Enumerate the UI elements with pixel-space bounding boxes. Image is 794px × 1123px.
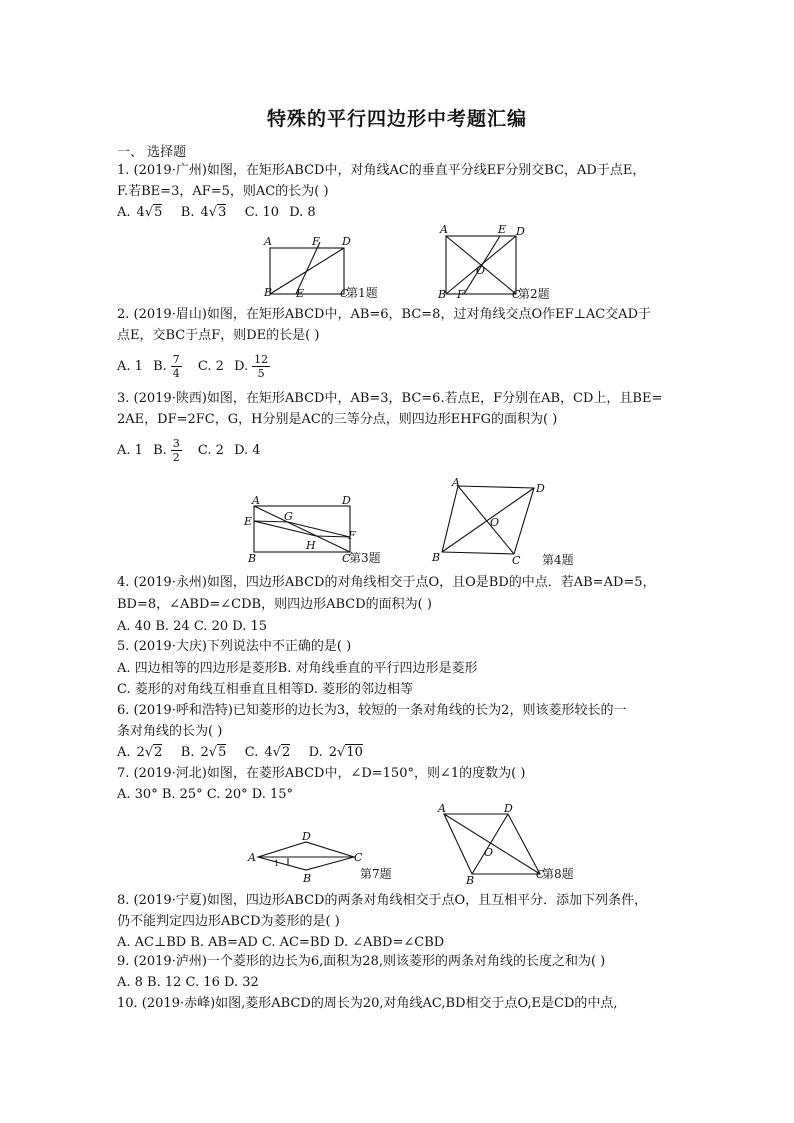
q2-line2: 点E，交BC于点F，则DE的长是( ) [117, 328, 320, 343]
fig8-label-o: O [484, 846, 494, 859]
q6-option-b-label: B. [180, 745, 195, 760]
fig4-label-d: D [536, 482, 545, 495]
figure-7 [248, 830, 408, 886]
q6-option-d-coef: 2 [328, 745, 338, 760]
q6-option-a-label: A. [117, 745, 131, 760]
q2-line1: 2. (2019·眉山)如图，在矩形ABCD中，AB=6，BC=8，过对角线交点O作EF⊥AC交AD于 [117, 307, 651, 322]
q3-option-a: A. 1 [117, 443, 143, 458]
fig7-label-a: A [248, 851, 256, 864]
figure-3 [244, 494, 394, 568]
q5-line1: 5. (2019·大庆)下列说法中不正确的是( ) [117, 639, 352, 654]
q4-line2: BD=8，∠ABD=∠CDB，则四边形ABCD的面积为( ) [117, 597, 432, 612]
q1-option-b-coef: 4 [200, 205, 209, 220]
fig2-label-e: E [498, 223, 507, 236]
fig7-label-c: C [354, 851, 363, 864]
fig8-label-b: B [466, 874, 475, 887]
q9-line1: 9. (2019·泸州)一个菱形的边长为6,面积为28,则该菱形的两条对角线的长度之和为( ) [117, 954, 606, 969]
q6-option-a-radicand: 2 [154, 745, 163, 760]
fig7-label-angle1: 1 [274, 859, 280, 868]
q1-option-d: D. 8 [289, 205, 316, 220]
fig3-label-g: G [284, 510, 293, 523]
fig3-caption: 第3题 [349, 551, 381, 565]
q3-option-d: D. 4 [234, 443, 261, 458]
q8-line1: 8. (2019·宁夏)如图，四边形ABCD的两条对角线相交于点O，且互相平分．添加下列条件， [117, 893, 648, 908]
fig4-caption: 第4题 [542, 553, 574, 567]
fig3-segment-eh [254, 521, 316, 536]
fig2-label-b: B [438, 288, 447, 301]
q6-options: A. 2√2 B. 2√5 C. 4√2 D. 2√10 [117, 745, 363, 760]
q5-line2: A. 四边相等的四边形是菱形B. 对角线垂直的平行四边形是菱形 [117, 661, 478, 676]
fig8-diagonal-bd [472, 814, 508, 874]
q7-line1: 7. (2019·河北)如图，在菱形ABCD中，∠D=150°，则∠1的度数为( ) [117, 766, 526, 781]
fig1-label-c: C [340, 287, 349, 300]
q6-option-c-label: C. [244, 745, 259, 760]
fig4-label-a: A [452, 476, 460, 489]
fig3-label-d: D [342, 494, 351, 507]
q6-option-d-radicand: 10 [346, 745, 363, 760]
q1-option-b-label: B. [180, 205, 195, 220]
q6-option-a-coef: 2 [136, 745, 145, 760]
q6-line2: 条对角线的长为( ) [117, 724, 223, 739]
q8-options: A. AC⊥BD B. AB=AD C. AC=BD D. ∠ABD=∠CBD [117, 935, 445, 950]
fig8-label-d: D [504, 802, 513, 815]
fig7-label-d: D [302, 830, 311, 843]
q3-line2: 2AE，DF=2FC，G，H分别是AC的三等分点，则四边形EHFG的面积为( ) [117, 412, 558, 427]
fig1-label-f: F [312, 235, 320, 248]
fig8-label-a: A [438, 802, 446, 815]
q3-line1: 3. (2019·陕西)如图，在矩形ABCD中，AB=3，BC=6.若点E，F分别在AB，CD上，且BE= [117, 391, 663, 406]
q1-option-a-coef: 4 [136, 205, 145, 220]
fig3-label-e: E [244, 515, 253, 528]
fig1-label-d: D [342, 235, 351, 248]
q2-options [117, 352, 697, 382]
q6-option-b-coef: 2 [200, 745, 209, 760]
q10-line1: 10. (2019·赤峰)如图,菱形ABCD的周长为20,对角线AC,BD相交于点O,E是CD的中点, [117, 996, 618, 1011]
fig7-caption: 第7题 [360, 867, 392, 881]
fig4-diagonal-ac [458, 486, 514, 554]
q2-option-a: A. 1 [117, 359, 143, 374]
fig1-label-e: E [296, 287, 305, 300]
figure-1 [262, 234, 392, 304]
q3-option-b-fraction: $\frac{3}{2}$ [172, 437, 180, 464]
q2-option-b-label: B. [153, 359, 167, 374]
q2-option-b-fraction: $\frac{7}{4}$ [172, 353, 180, 380]
q3-options [117, 436, 697, 466]
fig3-segment-gf [288, 522, 350, 537]
fig3-label-b: B [248, 552, 257, 565]
q9-options: A. 8 B. 12 C. 16 D. 32 [117, 975, 259, 990]
q1-option-c: C. 10 [244, 205, 280, 220]
q1-option-b-radicand: 3 [218, 205, 227, 220]
fig2-label-f: F [457, 288, 465, 301]
fig2-label-a: A [440, 223, 448, 236]
fig3-label-c: C [342, 552, 351, 565]
q2-option-d-label: D. [234, 359, 249, 374]
q6-line1: 6. (2019·呼和浩特)已知菱形的边长为3，较短的一条对角线的长为2，则该菱形较长的一 [117, 703, 627, 718]
q6-option-c-coef: 4 [264, 745, 273, 760]
q6-option-c-radicand: 2 [281, 745, 291, 760]
fig1-label-a: A [264, 235, 272, 248]
fig2-label-o: O [476, 264, 486, 277]
q6-option-b-radicand: 5 [218, 745, 227, 760]
section-heading: 一、 选择题 [117, 145, 187, 160]
q8-line2: 仍不能判定四边形ABCD为菱形的是( ) [117, 914, 340, 929]
fig3-diagonal-ac [254, 506, 350, 552]
q1-options: A. 4√5 B. 4√3 C. 10 D. 8 [117, 205, 316, 220]
fig7-rhombus [258, 842, 354, 870]
q4-line1: 4. (2019·永州)如图，四边形ABCD的对角线相交于点O，且O是BD的中点．若AB=AD=5， [117, 575, 656, 590]
q5-line3: C. 菱形的对角线互相垂直且相等D. 菱形的邻边相等 [117, 682, 413, 697]
q1-line2: F.若BE=3，AF=5，则AC的长为( ) [117, 184, 329, 199]
fig4-label-c: C [512, 554, 521, 567]
q2-option-c: C. 2 [197, 359, 224, 374]
q7-options: A. 30° B. 25° C. 20° D. 15° [117, 787, 294, 802]
fig2-label-c: C [512, 288, 521, 301]
fig4-label-o: O [490, 516, 500, 529]
figure-2 [436, 222, 566, 304]
figure-4 [428, 476, 598, 568]
q3-option-c: C. 2 [197, 443, 224, 458]
fig8-caption: 第8题 [542, 867, 574, 881]
fig2-caption: 第2题 [518, 287, 550, 301]
q3-option-b-label: B. [153, 443, 167, 458]
q2-option-d-fraction: $\frac{12}{5}$ [254, 353, 269, 380]
fig3-label-f: F [348, 529, 356, 542]
q1-option-a-radicand: 5 [154, 205, 163, 220]
fig7-label-b: B [303, 872, 312, 885]
fig1-caption: 第1题 [346, 286, 378, 300]
q6-option-d-label: D. [308, 745, 323, 760]
figure-8 [432, 802, 602, 886]
q4-options: A. 40 B. 24 C. 20 D. 15 [117, 619, 268, 634]
fig3-label-a: A [252, 494, 260, 507]
fig2-label-d: D [516, 225, 525, 238]
fig4-diagonal-bd [442, 488, 534, 552]
page-title: 特殊的平行四边形中考题汇编 [266, 108, 527, 130]
fig3-label-h: H [306, 539, 316, 552]
fig1-label-b: B [264, 286, 273, 299]
q1-line1: 1. (2019·广州)如图，在矩形ABCD中，对角线AC的垂直平分线EF分别交BC，AD于点E， [117, 163, 646, 178]
q1-option-a-label: A. [117, 205, 131, 220]
fig8-label-c: C [536, 868, 545, 881]
fig4-label-b: B [432, 551, 441, 564]
